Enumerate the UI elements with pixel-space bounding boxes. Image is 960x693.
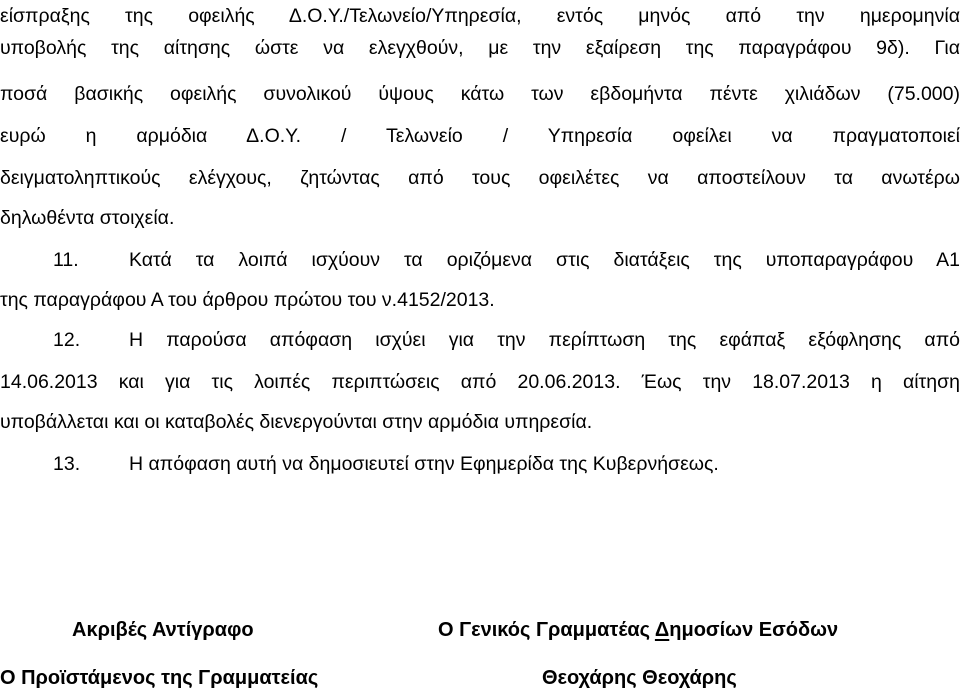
paragraph-11-number: 11. <box>53 249 79 271</box>
paragraph-11-line-1 <box>0 246 960 274</box>
paragraph-11-line-2: της παραγράφου Α του άρθρου πρώτου του ν.4152/2013. <box>0 289 495 311</box>
body-line-2: υποβολής της αίτησης ώστε να ελεγχθούν, με την εξαίρεση της παραγράφου 9δ). Για <box>0 37 960 59</box>
paragraph-12-text-1: Η παρούσα απόφαση ισχύει για την περίπτωση της εφάπαξ εξόφλησης από <box>129 329 960 351</box>
body-line-4: ευρώ η αρμόδια Δ.Ο.Υ. / Τελωνείο / Υπηρεσία οφείλει να πραγματοποιεί <box>0 125 960 147</box>
paragraph-13-text-1: Η απόφαση αυτή να δημοσιευτεί στην Εφημερίδα της Κυβερνήσεως. <box>129 453 719 475</box>
paragraph-13-line-1 <box>0 450 960 478</box>
body-line-1: είσπραξης της οφειλής Δ.Ο.Υ./Τελωνείο/Υπηρεσία, εντός μηνός από την ημερομηνία <box>0 5 960 27</box>
paragraph-12-line-1 <box>0 326 960 354</box>
paragraph-11-text-1: Κατά τα λοιπά ισχύουν τα οριζόμενα στις διατάξεις της υποπαραγράφου Α1 <box>129 249 960 271</box>
body-line-5: δειγματοληπτικούς ελέγχους, ζητώντας από τους οφειλέτες να αποστείλουν τα ανωτέρω <box>0 167 960 189</box>
signature-right-name: Θεοχάρης Θεοχάρης <box>542 667 737 689</box>
signature-left-title: Ακριβές Αντίγραφο <box>72 619 254 641</box>
signature-right-title-suffix: ημοσίων Εσόδων <box>669 619 839 641</box>
body-line-3: ποσά βασικής οφειλής συνολικού ύψους κάτω των εβδομήντα πέντε χιλιάδων (75.000) <box>0 83 960 105</box>
signature-right-title <box>438 616 838 644</box>
signature-left-name: Ο Προϊστάμενος της Γραμματείας <box>0 667 319 689</box>
paragraph-12-line-3: υποβάλλεται και οι καταβολές διενεργούνται στην αρμόδια υπηρεσία. <box>0 411 593 433</box>
body-line-6: δηλωθέντα στοιχεία. <box>0 207 175 229</box>
signature-right-title-prefix: Ο Γενικός Γραμματέας <box>438 619 655 641</box>
signature-right-title-underlined: Δ <box>654 619 670 641</box>
paragraph-12-number: 12. <box>53 329 81 351</box>
paragraph-12-line-2: 14.06.2013 και για τις λοιπές περιπτώσεις από 20.06.2013. Έως την 18.07.2013 η αίτηση <box>0 371 960 393</box>
paragraph-13-number: 13. <box>53 453 81 475</box>
